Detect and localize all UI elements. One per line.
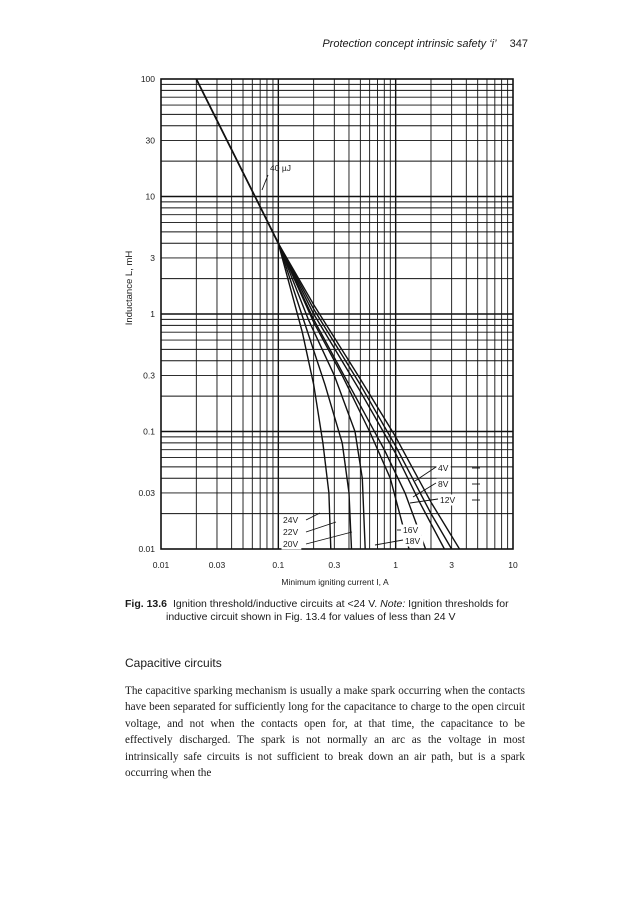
annotation-label: 16V: [403, 525, 419, 535]
y-tick-label: 0.03: [138, 487, 155, 498]
annotation-label: 20V: [283, 539, 299, 549]
chart-annotations: [262, 163, 480, 550]
x-tick-label: 0.3: [328, 560, 341, 570]
chart-grid: [161, 79, 513, 549]
body-paragraph: The capacitive sparking mechanism is usually a make spark occurring when the contacts have been separated for sufficiently long for the capacitance to charge to the open circuit voltage, and not when the contacts open for, at that time, the capacitance to be effectively discharged. The spark is not normally an arc as the voltage in most intrinsically safe circuits is not sufficient to break down an air path, but is a spark occurring when the: [125, 685, 525, 780]
figure-caption: [125, 598, 525, 624]
annotation-leader: [415, 467, 436, 481]
annotation-label: 12V: [440, 495, 456, 505]
x-tick-label: 3: [449, 560, 455, 570]
y-tick-label: 3: [150, 252, 155, 263]
y-tick-label: 1: [150, 309, 155, 319]
annotation-label: 22V: [283, 527, 299, 537]
caption-text-1: Ignition threshold/inductive circuits at <24 V.: [173, 598, 378, 610]
x-tick-label: 10: [508, 560, 518, 570]
caption-text-2: Ignition thresholds for: [408, 598, 509, 610]
x-axis-label: Minimum igniting current I, A: [281, 577, 389, 587]
y-axis-label: Inductance L, mH: [124, 250, 135, 326]
chart-ticks: [138, 74, 518, 570]
annotation-label: 4V: [438, 463, 449, 473]
annotation-label: 40 µJ: [270, 163, 291, 173]
y-tick-label: 0.1: [143, 426, 155, 437]
y-tick-label: 100: [140, 74, 155, 84]
y-tick-label: 30: [145, 135, 155, 146]
caption-note-label: Note:: [380, 598, 406, 610]
x-tick-label: 0.01: [152, 560, 170, 570]
annotation-leader: [375, 540, 403, 545]
y-tick-label: 0.01: [138, 544, 155, 554]
y-tick-label: 10: [145, 191, 155, 202]
x-tick-label: 0.1: [272, 560, 285, 570]
running-head-title: Protection concept intrinsic safety ‘i’: [322, 38, 497, 50]
annotation-leader: [306, 522, 336, 532]
caption-line-2: inductive circuit shown in Fig. 13.4 for values of less than 24 V: [166, 611, 456, 623]
x-tick-label: 0.03: [208, 560, 226, 570]
figure-label: Fig. 13.6: [125, 598, 168, 610]
x-tick-label: 1: [393, 560, 399, 570]
annotation-label: 18V: [405, 536, 421, 546]
section-heading: Capacitive circuits: [125, 656, 222, 670]
annotation-leader: [306, 532, 352, 544]
annotation-label: 8V: [438, 479, 449, 489]
annotation-label: 24V: [283, 515, 299, 525]
y-tick-label: 0.3: [143, 370, 155, 381]
page-number: 347: [509, 38, 528, 50]
